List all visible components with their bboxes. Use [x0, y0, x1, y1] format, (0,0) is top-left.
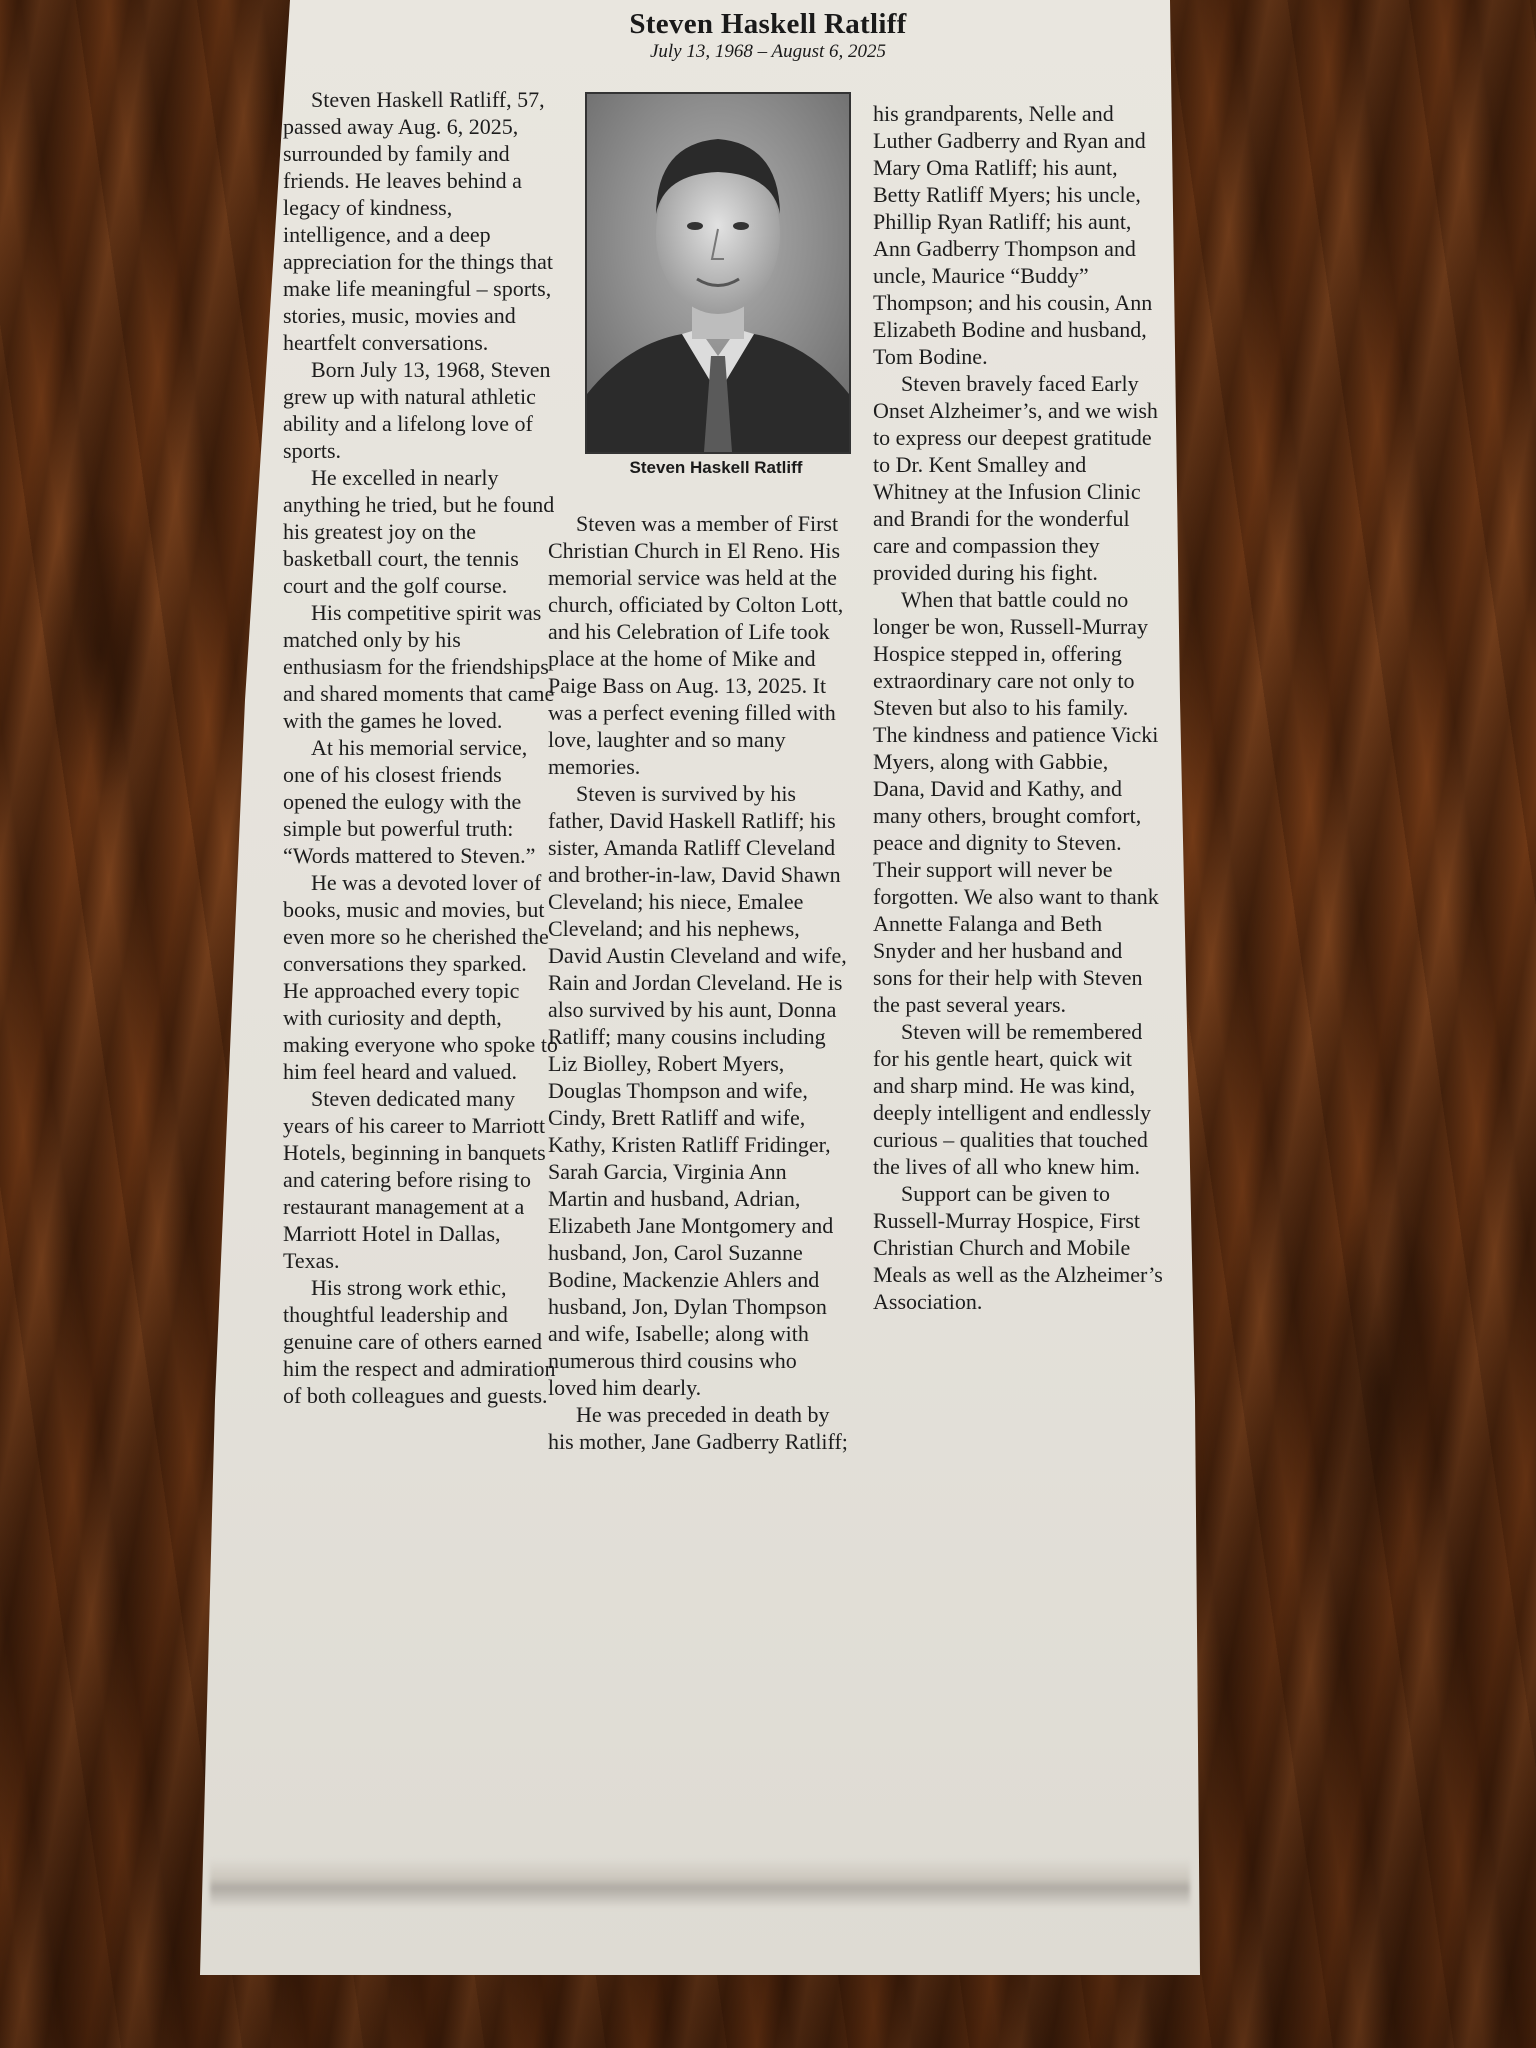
paragraph: When that battle could no longer be won, Russell-Murray Hospice stepped in, offering extraordinary care not only to Steven but also to his family. The kindness and patience Vicki Myers, along with Gabbie, Dana, David and Kathy, and many others, brought comfort, peace and dignity to Steven. Their support will never be forgotten. We also want to thank Annette Falanga and Beth Snyder and her husband and sons for their help with Steven the past several years. — [873, 587, 1159, 1017]
paragraph: Steven dedicated many years of his career to Marriott Hotels, beginning in banquets and catering before rising to restaurant management at a Marriott Hotel in Dallas, Texas. — [283, 1086, 546, 1273]
obituary-header — [0, 8, 1536, 63]
wood-knot — [1300, 1200, 1460, 1580]
paragraph: He was preceded in death by his mother, Jane Gadberry Ratliff; — [548, 1402, 848, 1454]
wood-knot — [40, 500, 160, 800]
column-middle — [548, 510, 848, 1455]
paragraph: Steven is survived by his father, David Haskell Ratliff; his sister, Amanda Ratliff Cleveland and brother-in-law, David Shawn Cleveland; his niece, Emalee Cleveland; and his nephews, David Austin Cleveland and wife, Rain and Jordan Cleveland. He is also survived by his aunt, Donna Ratliff; many cousins including Liz Biolley, Robert Myers, Douglas Thompson and wife, Cindy, Brett Ratliff and wife, Kathy, Kristen Ratliff Fridinger, Sarah Garcia, Virginia Ann Martin and husband, Adrian, Elizabeth Jane Montgomery and husband, Jon, Carol Suzanne Bodine, Mackenzie Ahlers and husband, Jon, Dylan Thompson and wife, Isabelle; along with numerous third cousins who loved him dearly. — [548, 781, 847, 1400]
portrait-illustration — [587, 94, 849, 452]
paragraph: Support can be given to Russell-Murray Hospice, First Christian Church and Mobile Meals as well as the Alzheimer’s Association. — [873, 1181, 1163, 1314]
obituary-title: Steven Haskell Ratliff — [629, 8, 907, 40]
photo-caption: Steven Haskell Ratliff — [629, 458, 803, 477]
paragraph: Born July 13, 1968, Steven grew up with natural athletic ability and a lifelong love of sports. — [283, 357, 551, 463]
paragraph: Steven was a member of First Christian Church in El Reno. His memorial service was held at the church, officiated by Colton Lott, and his Celebration of Life took place at the home of Mike and Paige Bass on Aug. 13, 2025. It was a perfect evening filled with love, laughter and so many memories. — [548, 511, 844, 779]
column-left — [283, 86, 561, 1409]
paper-fold-crease — [210, 1858, 1190, 1908]
paragraph: his grandparents, Nelle and Luther Gadberry and Ryan and Mary Oma Ratliff; his aunt, Betty Ratliff Myers; his uncle, Phillip Ryan Ratliff; his aunt, Ann Gadberry Thompson and uncle, Maurice “Buddy” Thompson; and his cousin, Ann Elizabeth Bodine and husband, Tom Bodine. — [873, 101, 1153, 369]
column-right — [873, 100, 1163, 1315]
portrait-photo — [585, 92, 851, 454]
paragraph: At his memorial service, one of his closest friends opened the eulogy with the simple but powerful truth: “Words mattered to Steven.” — [283, 735, 536, 868]
paragraph: He was a devoted lover of books, music and movies, but even more so he cherished the conversations they sparked. — [283, 870, 549, 976]
paragraph: He approached every topic with curiosity and depth, making everyone who spoke to him feel heard and valued. — [283, 978, 558, 1084]
paragraph: Steven will be remembered for his gentle heart, quick wit and sharp mind. He was kind, deeply intelligent and endlessly curious – qualities that touched the lives of all who knew him. — [873, 1019, 1151, 1179]
paragraph: He excelled in nearly anything he tried, but he found his greatest joy on the basketball court, the tennis court and the golf course. — [283, 465, 555, 598]
paragraph: His strong work ethic, thoughtful leadership and genuine care of others earned him the respect and admiration of both colleagues and guests. — [283, 1275, 556, 1408]
paragraph: Steven bravely faced Early Onset Alzheimer’s, and we wish to express our deepest gratitude to Dr. Kent Smalley and Whitney at the Infusion Clinic and Brandi for the wonderful care and compassion they provided during his fight. — [873, 371, 1158, 585]
paragraph: Steven Haskell Ratliff, 57, passed away Aug. 6, 2025, surrounded by family and friends. He leaves behind a legacy of kindness, intelligence, and a deep appreciation for the things that make life meaningful – sports, stories, music, movies and heartfelt conversations. — [283, 87, 554, 355]
obituary-dates: July 13, 1968 – August 6, 2025 — [649, 41, 887, 62]
paragraph: His competitive spirit was matched only by his enthusiasm for the friendships and shared moments that came with the games he loved. — [283, 600, 555, 733]
